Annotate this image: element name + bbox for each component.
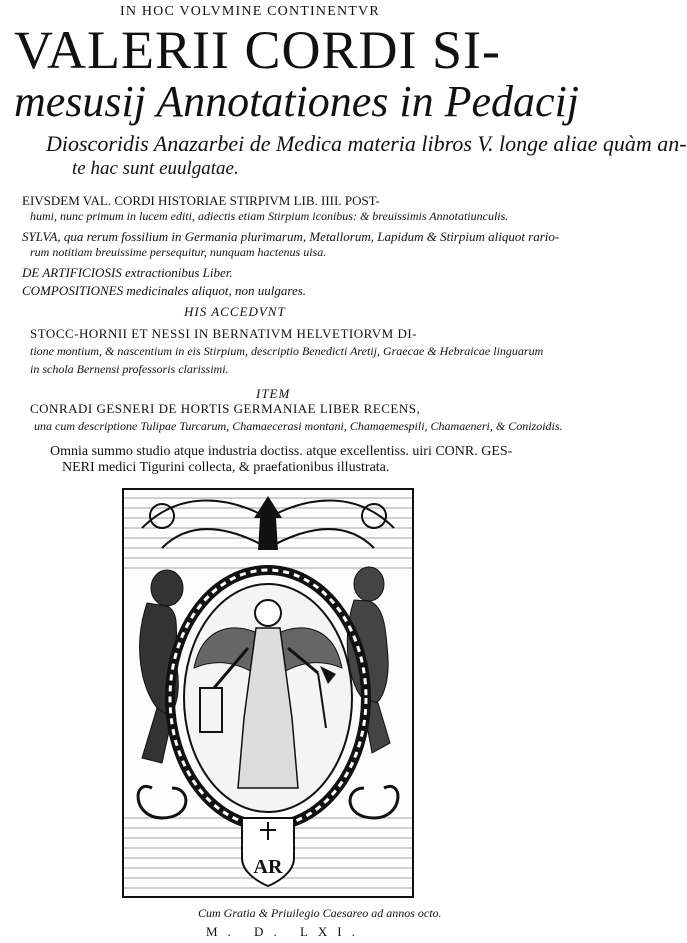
item-historiae-heading: EIVSDEM VAL. CORDI HISTORIAE STIRPIVM LIB. IIII. POST- [22,193,380,208]
his-accedunt-heading: HIS ACCEDVNT [184,304,286,319]
title-line-dioscoridis: Dioscoridis Anazarbei de Medica materia libros V. longe aliae quàm an- [46,131,687,156]
item-gesneri-body: una cum descriptione Tulipae Turcarum, Chamaecerasi montani, Chamaemespili, Chamaeneri, & Conizoidis. [34,419,563,433]
item-historiae-body: humi, nunc primum in lucem editi, adiectis etiam Stirpium iconibus: & breuissimis Annotatiunculis. [30,209,509,223]
item-stocc-hornii-heading: STOCC-HORNII ET NESSI IN BERNATIVM HELVETIORVM DI- [30,326,417,341]
heading-in-hoc-volumine: IN HOC VOLVMINE CONTINENTVR [120,4,380,19]
omnia-line-2: NERI medici Tigurini collecta, & praefationibus illustrata. [62,460,390,475]
item-sylva-heading: SYLVA, qua rerum fossilium in Germania plurimarum, Metallorum, Lapidum & Stirpium aliquot rario- [22,229,560,244]
item-de-artificiosis: DE ARTIFICIOSIS extractionibus Liber. [22,265,233,280]
title-line-euulgatae: te hac sunt euulgatae. [72,158,239,179]
main-title-valerii-cordi: VALERII CORDI SI- [14,20,501,80]
title-line-annotationes: mesusij Annotationes in Pedacij [14,77,580,126]
item-label: ITEM [256,386,291,401]
item-stocc-hornii-body-1: tione montium, & nascentium in eis Stirpium, descriptio Benedicti Aretij, Graecae & Hebraicae linguarum [30,344,544,358]
imprint-date: M. D. LXI. [206,924,365,939]
privilege-line: Cum Gratia & Priuilegio Caesareo ad annos octo. [198,906,442,920]
item-compositiones: COMPOSITIONES medicinales aliquot, non uulgares. [22,283,307,298]
item-stocc-hornii-body-2: in schola Bernensi professoris clarissimi. [30,362,229,376]
item-gesneri-heading: CONRADI GESNERI DE HORTIS GERMANIAE LIBER RECENS, [30,401,421,416]
printers-device-woodcut [122,488,414,898]
item-sylva-body: rum notitiam breuissime persequitur, nunquam hactenus uisa. [30,245,327,259]
printer-monogram: AR [253,856,283,878]
omnia-line-1: Omnia summo studio atque industria doctiss. atque excellentiss. uiri CONR. GES- [50,444,513,459]
